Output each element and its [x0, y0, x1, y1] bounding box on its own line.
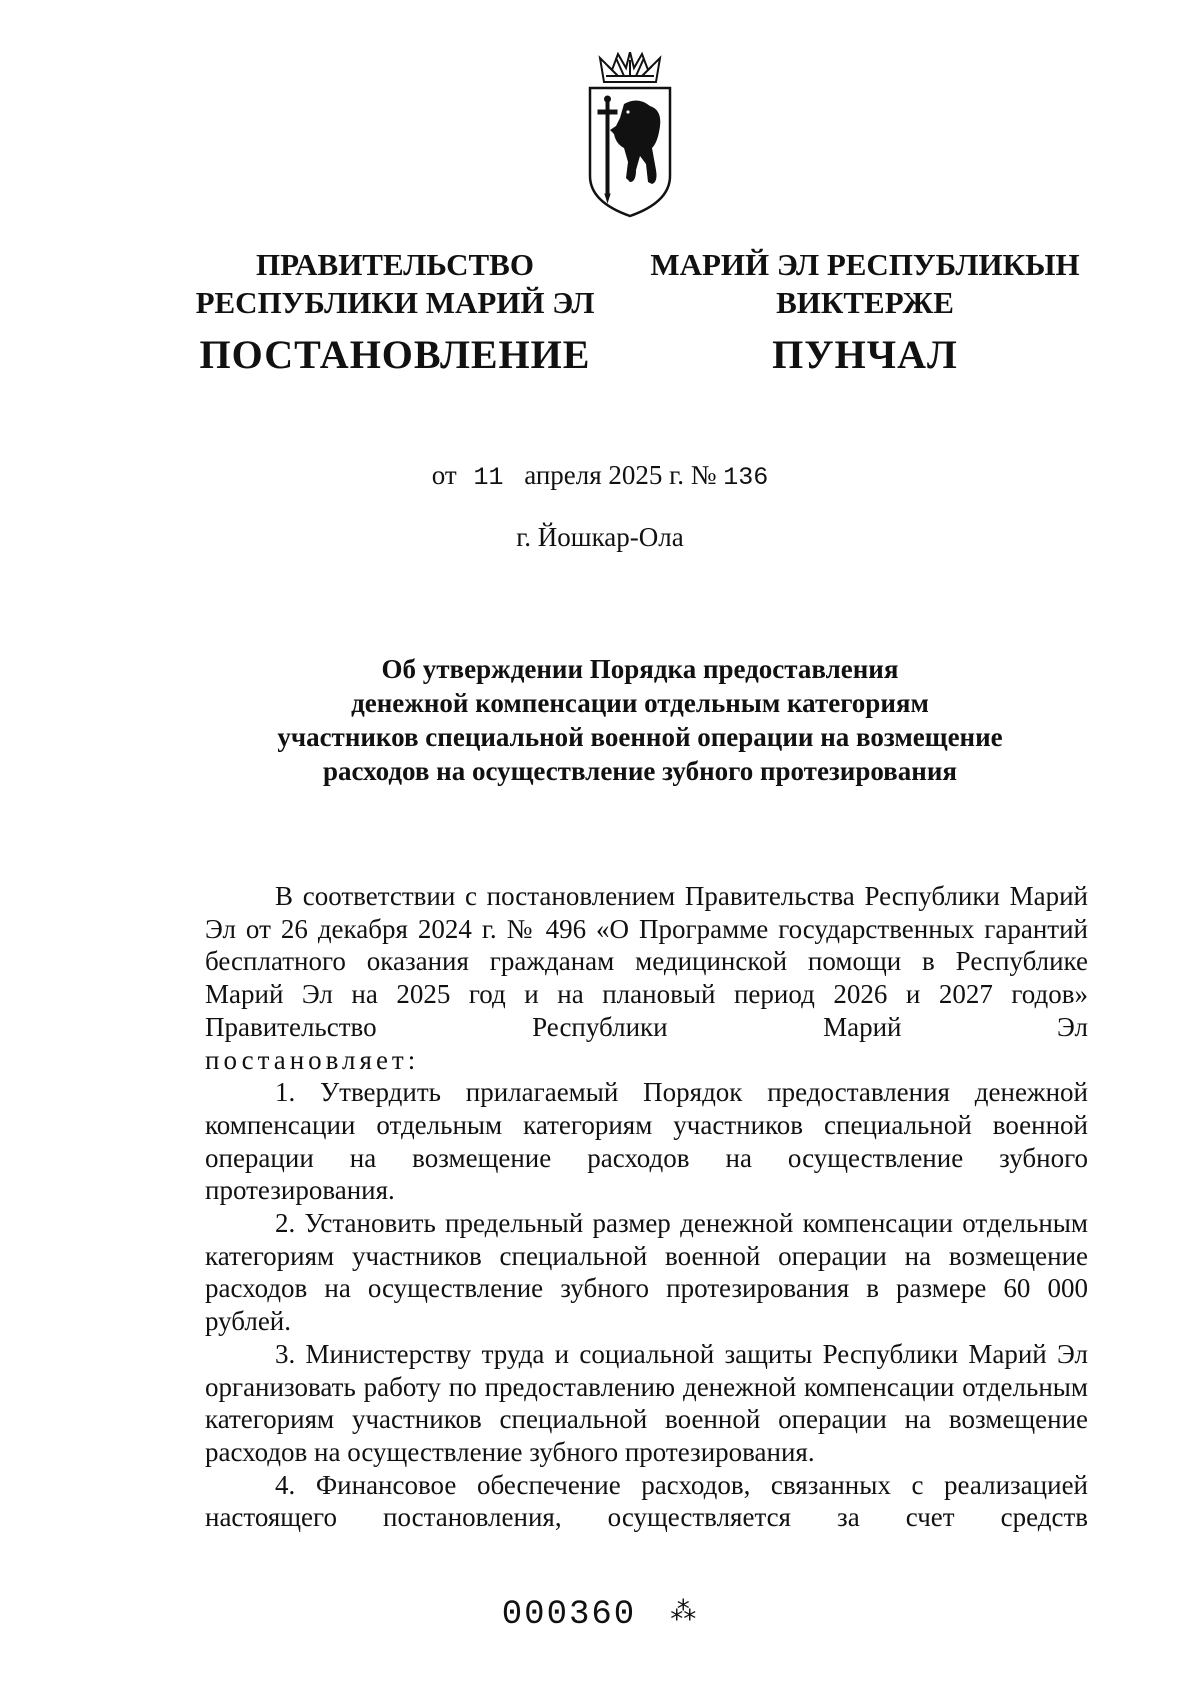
government-name-mari-line2: ВИКТЕРЖЕ: [776, 285, 954, 320]
decree-word: постановляет:: [205, 1044, 420, 1075]
date-prefix: от: [431, 460, 457, 490]
header-right: [650, 246, 1080, 322]
document-number: 136: [723, 463, 769, 492]
decree-word-paragraph: [205, 1044, 1088, 1077]
document-dateline: [0, 460, 1200, 492]
city: г. Йошкар-Ола: [516, 522, 684, 552]
item-2-paragraph: 2. Установить предельный размер денежной компенсации отдельным категориям участников специальной военной операции на возмещение расходов на осуществление зубного протезирования в размере 60 000 рублей.: [205, 1208, 1088, 1337]
header-left: [190, 246, 600, 322]
document-body: [205, 880, 1088, 1534]
document-type-ru: ПОСТАНОВЛЕНИЕ: [199, 332, 591, 377]
date-month-year: апреля 2025 г. №: [524, 460, 717, 490]
title-line: денежной компенсации отдельным категориям: [351, 688, 929, 718]
preamble-paragraph: В соответствии с постановлением Правительства Республики Марий Эл от 26 декабря 2024 г. № 496 «О Программе государственных гарантий бесплатного оказания гражданам медицинской помощи в Республике Марий Эл на 2025 год и на плановый период 2026 и 2027 годов» Правительство Республики Марий Эл: [205, 881, 1088, 1042]
item-3-paragraph: 3. Министерству труда и социальной защиты Республики Марий Эл организовать работу по предоставлению денежной компенсации отдельным категориям участников специальной военной операции на возмещение расходов на осуществление зубного протезирования.: [205, 1338, 1088, 1467]
document-title: [200, 652, 1080, 788]
title-line: Об утверждении Порядка предоставления: [381, 654, 899, 684]
government-name-mari-line1: МАРИЙ ЭЛ РЕСПУБЛИКЫН: [650, 247, 1080, 282]
document-type-mari: ПУНЧАЛ: [772, 332, 958, 377]
title-line: расходов на осуществление зубного протезирования: [323, 756, 957, 786]
serial-number: 000360: [501, 1596, 637, 1634]
government-name-line1: ПРАВИТЕЛЬСТВО: [256, 247, 534, 282]
asterism-icon: ⁂: [670, 1598, 699, 1628]
item-4-paragraph: 4. Финансовое обеспечение расходов, связанных с реализацией настоящего постановления, осуществляется за счет средств: [205, 1469, 1088, 1533]
government-name-line2: РЕСПУБЛИКИ МАРИЙ ЭЛ: [195, 285, 595, 320]
coat-of-arms-icon: [584, 52, 676, 220]
item-1-paragraph: 1. Утвердить прилагаемый Порядок предоставления денежной компенсации отдельным категориям участников специальной военной операции на возмещение расходов на осуществление зубного протезирования.: [205, 1077, 1088, 1206]
title-line: участников специальной военной операции на возмещение: [277, 722, 1003, 752]
date-day: 11: [473, 463, 504, 492]
serial-stamp: [0, 1596, 1200, 1634]
